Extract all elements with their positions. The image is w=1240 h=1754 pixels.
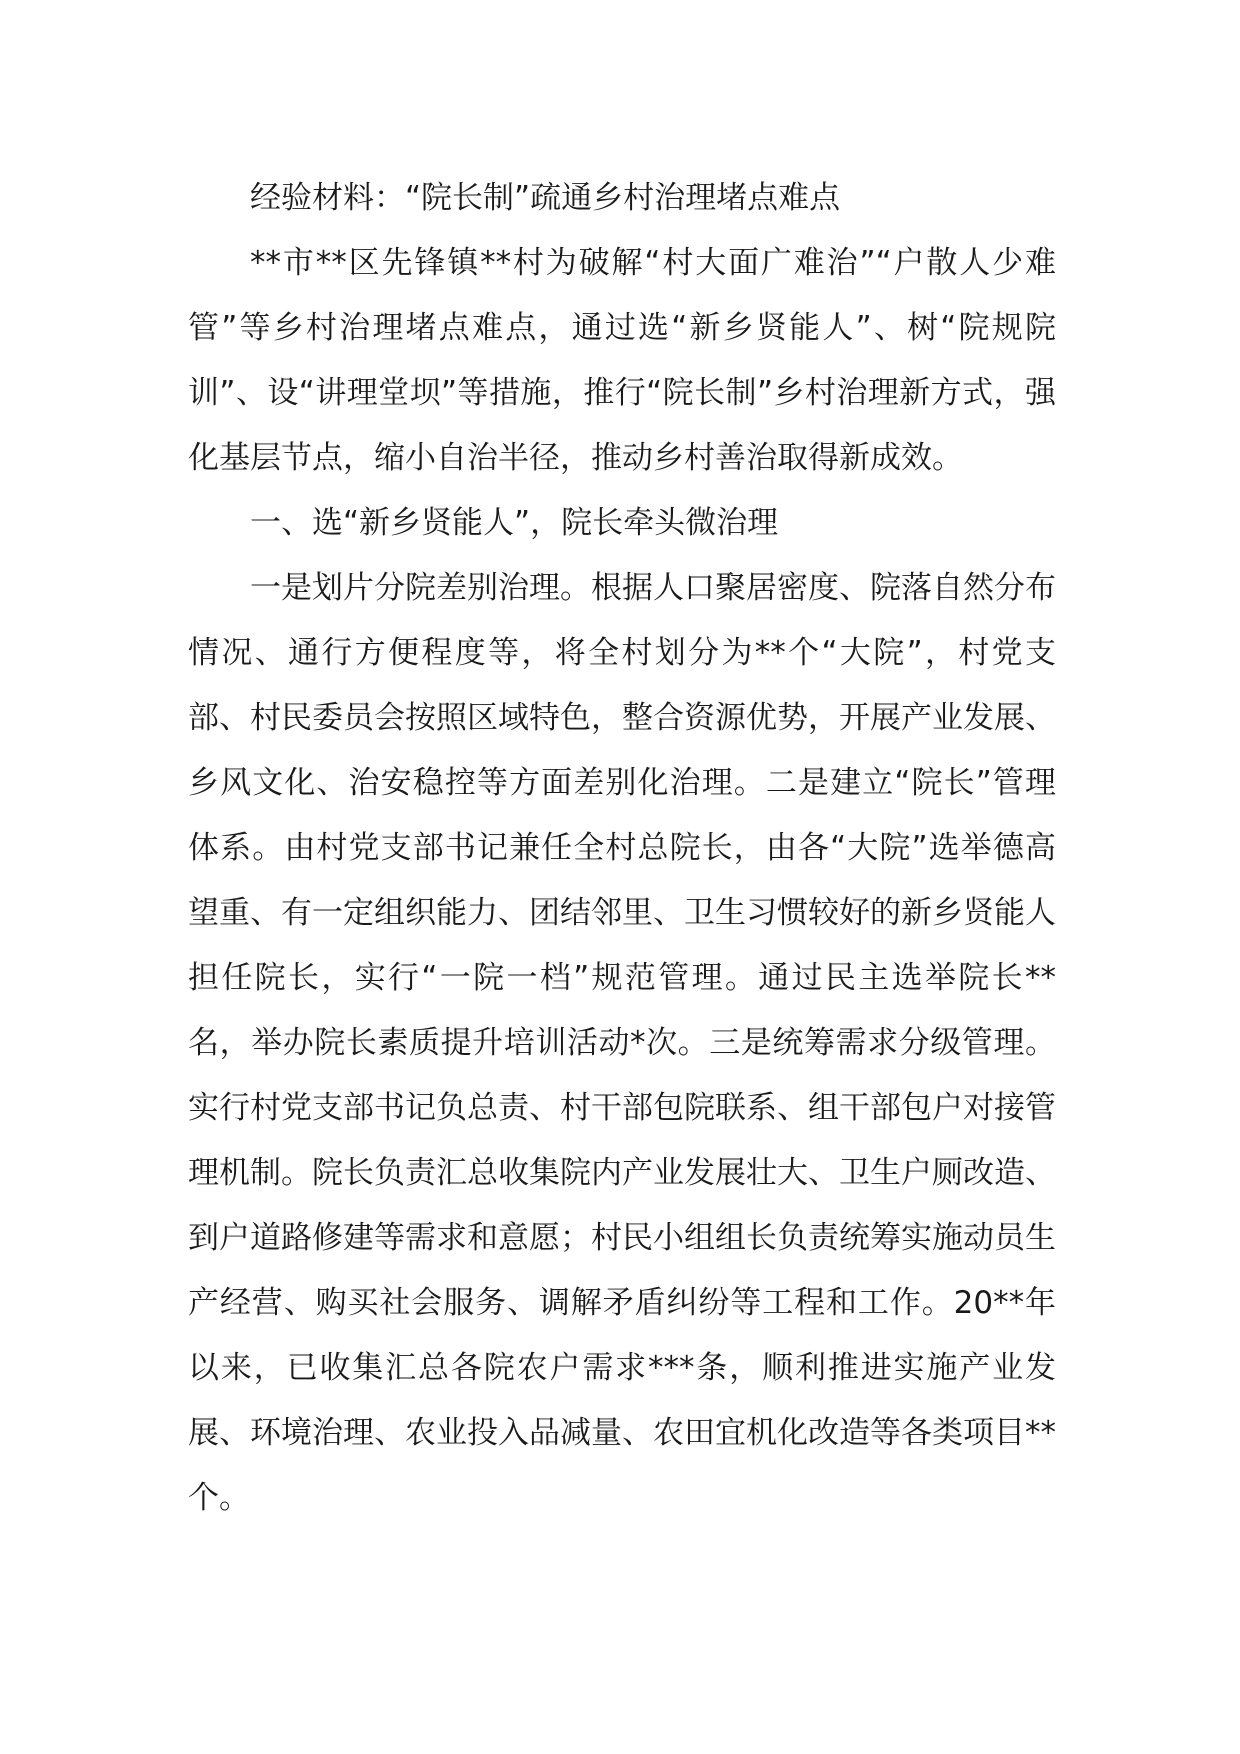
document-body <box>188 166 1056 1531</box>
intro-paragraph: **市**区先锋镇**村为破解“村大面广难治”“户散人少难管”等乡村治理堵点难点，通过选“新乡贤能人”、树“院规院训”、设“讲理堂坝”等措施，推行“院长制”乡村治理新方式，强化基层节点，缩小自治半径，推动乡村善治取得新成效。 <box>188 245 1056 476</box>
section-paragraph: 一是划片分院差别治理。根据人口聚居密度、院落自然分布情况、通行方便程度等，将全村划分为**个“大院”，村党支部、村民委员会按照区域特色，整合资源优势，开展产业发展、乡风文化、治安稳控等方面差别化治理。二是建立“院长”管理体系。由村党支部书记兼任全村总院长，由各“大院”选举德高望重、有一定组织能力、团结邻里、卫生习惯较好的新乡贤能人担任院长，实行“一院一档”规范管理。通过民主选举院长**名，举办院长素质提升培训活动*次。三是统筹需求分级管理。实行村党支部书记负总责、村干部包院联系、组干部包户对接管理机制。院长负责汇总收集院内产业发展壮大、卫生户厕改造、到户道路修建等需求和意愿；村民小组组长负责统筹实施动员生产经营、购买社会服务、调解矛盾纠纷等工程和工作。20**年以来，已收集汇总各院农户需求***条，顺利推进实施产业发展、环境治理、农业投入品减量、农田宜机化改造等各类项目**个。 <box>188 570 1056 1516</box>
document-title: 经验材料：“院长制”疏通乡村治理堵点难点 <box>250 180 841 216</box>
section-heading: 一、选“新乡贤能人”，院长牵头微治理 <box>250 505 779 541</box>
